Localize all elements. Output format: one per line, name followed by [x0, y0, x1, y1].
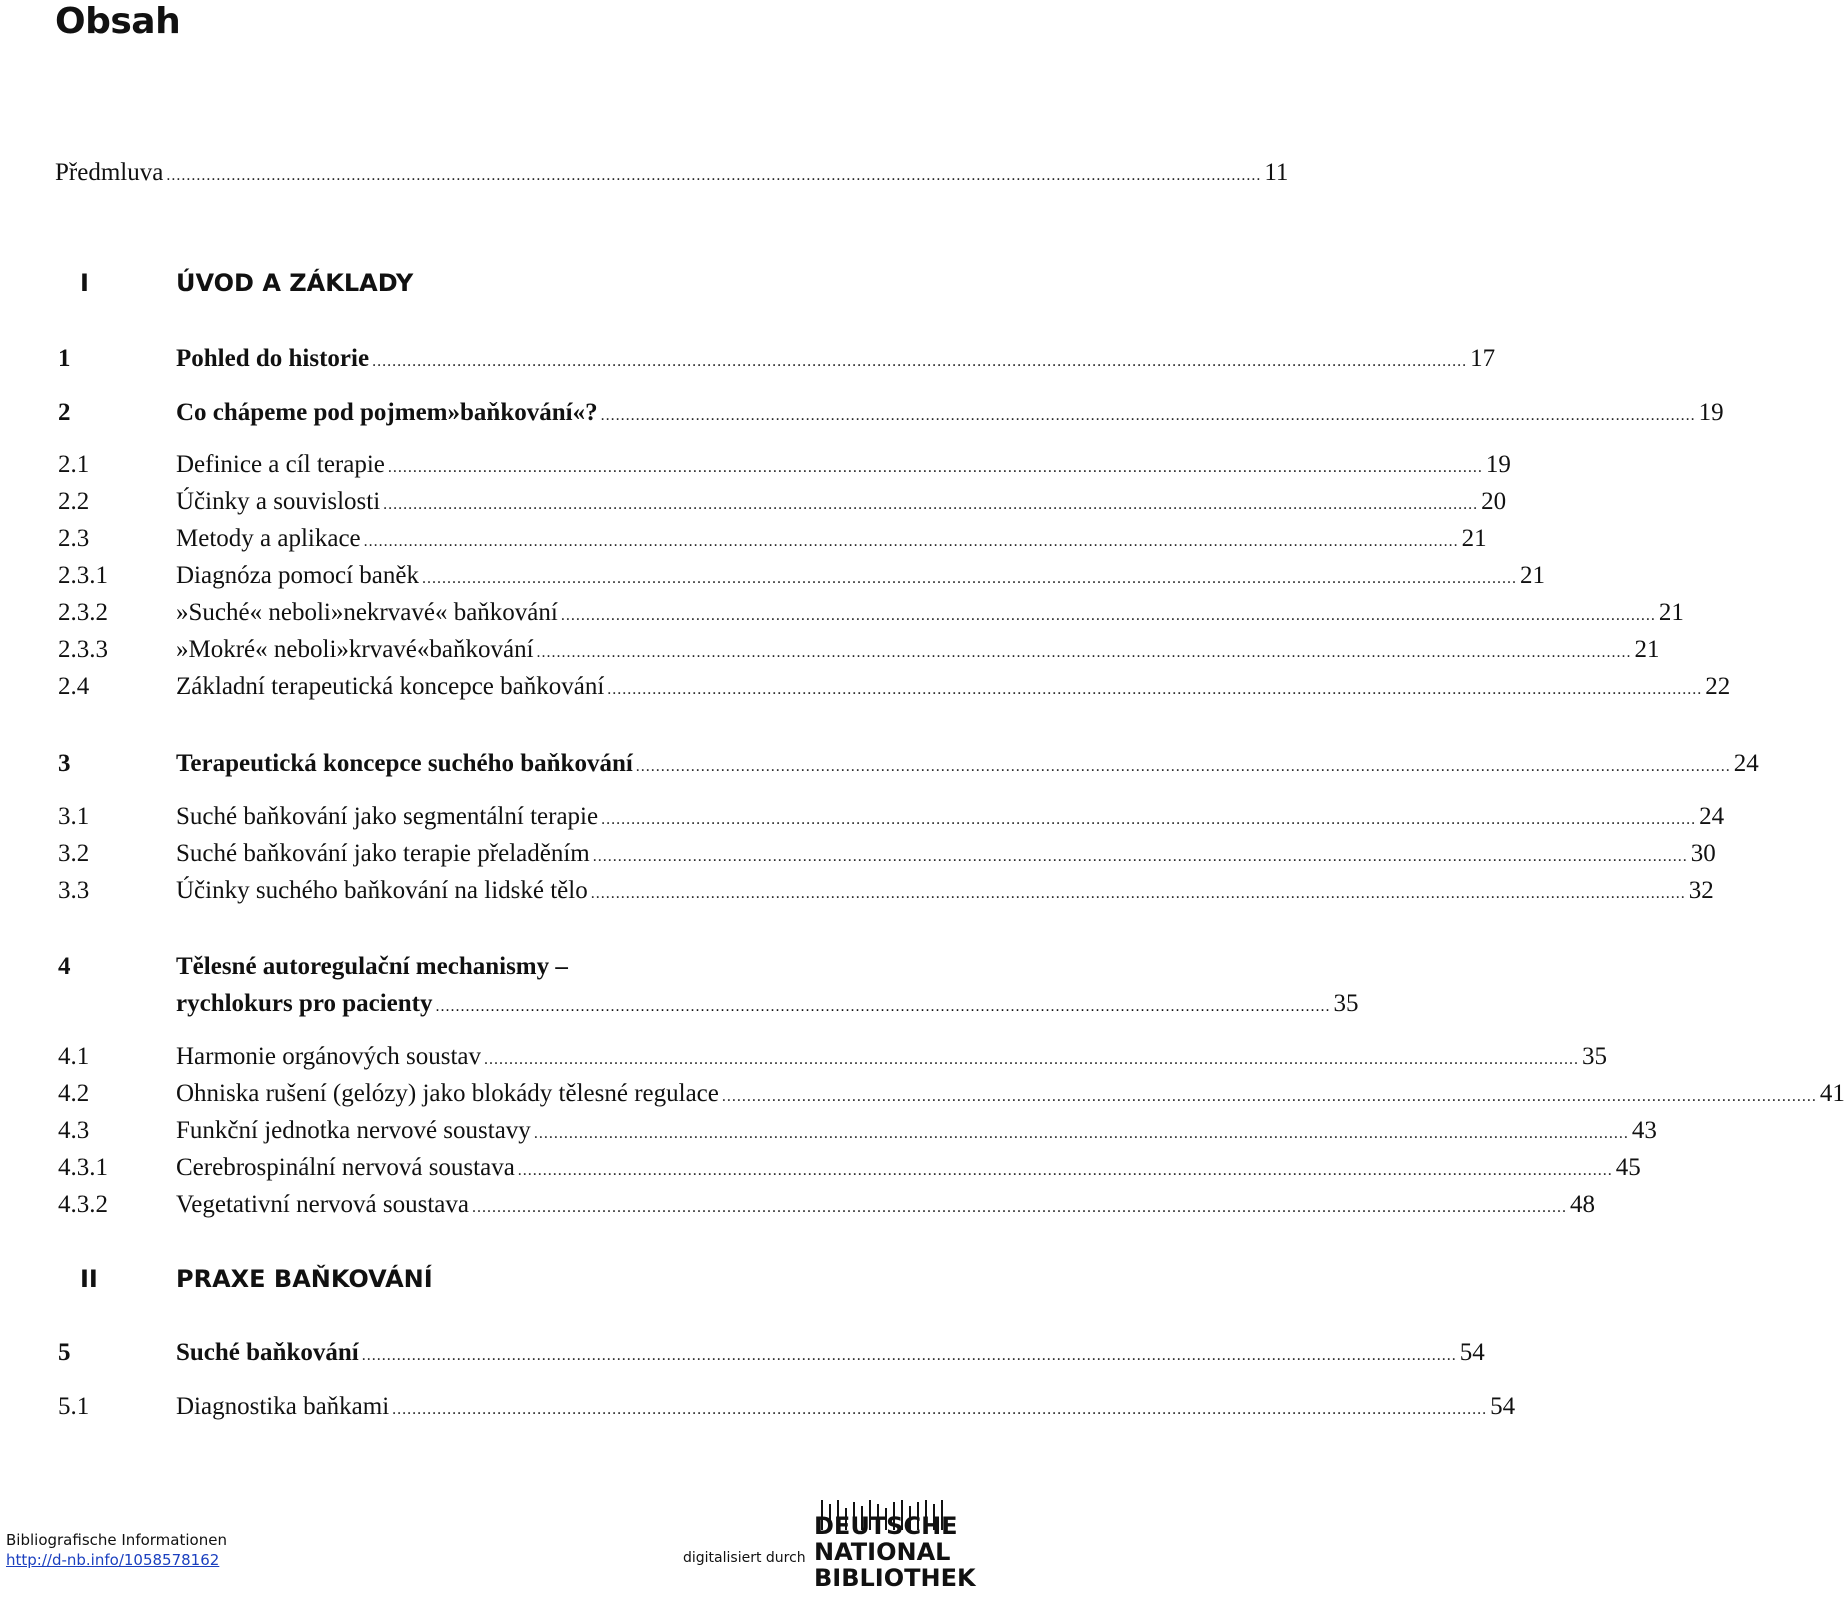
- toc-entry-title: Suché baňkování: [176, 1339, 359, 1366]
- leader-dots: [601, 803, 1696, 837]
- toc-entry[interactable]: [58, 522, 1487, 556]
- toc-entry[interactable]: [58, 448, 1511, 482]
- toc-entry[interactable]: [58, 747, 1759, 781]
- toc-entry-page: 24: [1699, 803, 1725, 830]
- leader-dots: [362, 1339, 1457, 1373]
- toc-entry-title: Co chápeme pod pojmem»baňkování«?: [176, 399, 598, 426]
- toc-entry[interactable]: [58, 633, 1660, 667]
- toc-entry-number: 2.4: [58, 673, 90, 700]
- leader-dots: [364, 525, 1459, 559]
- leader-dots: [607, 673, 1702, 707]
- toc-entry-title: Diagnostika baňkami: [176, 1393, 390, 1420]
- part-number: I: [80, 269, 89, 297]
- toc-entry-page: 21: [1658, 599, 1684, 626]
- toc-entry-number: 1: [58, 345, 71, 372]
- toc-entry-page: 21: [1519, 562, 1545, 589]
- leader-dots: [166, 159, 1261, 193]
- leader-dots: [534, 1117, 1629, 1151]
- toc-entry[interactable]: [58, 596, 1684, 630]
- toc-entry-preface[interactable]: [55, 156, 1289, 190]
- leader-dots: [561, 599, 1656, 633]
- toc-entry-page: 48: [1569, 1191, 1595, 1218]
- toc-entry-title: Tělesné autoregulační mechanismy –: [176, 953, 568, 980]
- leader-dots: [372, 345, 1467, 379]
- bibliographic-info: [6, 1530, 227, 1570]
- toc-entry-number: 4.3: [58, 1117, 90, 1144]
- toc-entry-number: 4.3.2: [58, 1191, 108, 1218]
- leader-dots: [472, 1191, 1567, 1225]
- leader-dots: [636, 750, 1731, 784]
- toc-entry-page: 19: [1485, 451, 1511, 478]
- toc-entry-title: Vegetativní nervová soustava: [176, 1191, 469, 1218]
- toc-entry-page: 35: [1582, 1043, 1608, 1070]
- toc-entry-title: Základní terapeutická koncepce baňkování: [176, 673, 605, 700]
- toc-entry-number: 2.3.1: [58, 562, 108, 589]
- part-title: ÚVOD A ZÁKLADY: [176, 269, 414, 297]
- toc-entry-number: 3.1: [58, 803, 90, 830]
- toc-entry-title: Cerebrospinální nervová soustava: [176, 1154, 515, 1181]
- toc-entry-title: Účinky a souvislosti: [176, 488, 381, 515]
- toc-entry-number: 5: [58, 1339, 71, 1366]
- bibliographic-info-link[interactable]: http://d-nb.info/1058578162: [6, 1551, 220, 1569]
- part-title: PRAXE BAŇKOVÁNÍ: [176, 1265, 433, 1293]
- toc-entry[interactable]: [58, 396, 1724, 430]
- toc-entry[interactable]: [58, 1040, 1608, 1074]
- toc-entry[interactable]: [58, 1114, 1657, 1148]
- toc-entry-number: 2.3.2: [58, 599, 108, 626]
- part-heading-2: [58, 1262, 433, 1296]
- toc-entry-title: Harmonie orgánových soustav: [176, 1043, 482, 1070]
- toc-entry-number: 3: [58, 750, 71, 777]
- toc-entry-page: 11: [1264, 159, 1289, 186]
- toc-entry-title: Terapeutická koncepce suchého baňkování: [176, 750, 633, 777]
- toc-entry[interactable]: [58, 1390, 1516, 1424]
- toc-entry-title: Pohled do historie: [176, 345, 370, 372]
- toc-entry-page: 32: [1688, 877, 1714, 904]
- toc-entry-page: 24: [1733, 750, 1759, 777]
- toc-entry[interactable]: [58, 1151, 1641, 1185]
- toc-entry-number: 3.3: [58, 877, 90, 904]
- toc-entry-number: 5.1: [58, 1393, 90, 1420]
- leader-dots: [591, 877, 1686, 911]
- toc-entry-number: 2.2: [58, 488, 90, 515]
- toc-entry-number: 4.3.1: [58, 1154, 108, 1181]
- toc-entry-page: 45: [1615, 1154, 1641, 1181]
- dnb-logo-text: NATIONAL: [814, 1538, 951, 1566]
- dnb-logo-text: DEUTSCHE: [814, 1512, 958, 1540]
- toc-entry-title: »Suché« neboli»nekrvavé« baňkování: [176, 599, 558, 626]
- toc-entry[interactable]: [58, 670, 1731, 704]
- leader-dots: [388, 451, 1483, 485]
- leader-dots: [593, 840, 1688, 874]
- part-number: II: [80, 1265, 98, 1293]
- dnb-logo: [812, 1500, 976, 1592]
- toc-entry-title: Metody a aplikace: [176, 525, 361, 552]
- part-heading-1: [58, 266, 413, 300]
- toc-entry-number: 4: [58, 953, 71, 980]
- toc-entry[interactable]: [58, 800, 1725, 834]
- toc-entry-number: 4.1: [58, 1043, 90, 1070]
- toc-entry-title: Účinky suchého baňkování na lidské tělo: [176, 877, 588, 904]
- toc-entry[interactable]: [58, 342, 1496, 376]
- toc-entry-page: 41: [1819, 1080, 1845, 1107]
- toc-entry-number: 2.1: [58, 451, 90, 478]
- toc-entry-title: »Mokré« neboli»krvavé«baňkování: [176, 636, 534, 663]
- dnb-logo-text: BIBLIOTHEK: [814, 1564, 976, 1592]
- leader-dots: [518, 1154, 1613, 1188]
- toc-entry[interactable]: [58, 1077, 1845, 1111]
- toc-entry[interactable]: [58, 874, 1714, 908]
- toc-entry-title: Definice a cíl terapie: [176, 451, 385, 478]
- toc-entry-page: 43: [1631, 1117, 1657, 1144]
- toc-entry-page: 54: [1459, 1339, 1485, 1366]
- toc-entry-title: Předmluva: [55, 159, 164, 186]
- toc-entry-continuation[interactable]: [176, 987, 1359, 1021]
- toc-entry-title-line2: rychlokurs pro pacienty: [176, 990, 433, 1017]
- digitized-by-label: digitalisiert durch: [683, 1550, 806, 1566]
- toc-entry[interactable]: [58, 559, 1545, 593]
- toc-entry-page: 21: [1461, 525, 1487, 552]
- toc-entry-number: 2: [58, 399, 71, 426]
- toc-entry[interactable]: [58, 485, 1507, 519]
- leader-dots: [436, 990, 1331, 1024]
- toc-entry-title: Suché baňkování jako segmentální terapie: [176, 803, 599, 830]
- toc-entry-page: 20: [1481, 488, 1507, 515]
- toc-entry-page: 22: [1705, 673, 1731, 700]
- toc-entry-number: 4.2: [58, 1080, 90, 1107]
- leader-dots: [722, 1080, 1817, 1114]
- toc-entry[interactable]: [58, 1336, 1485, 1370]
- page-title: Obsah: [55, 1, 181, 42]
- toc-entry-number: 2.3.3: [58, 636, 108, 663]
- toc-entry[interactable]: [58, 837, 1716, 871]
- toc-entry-title: Diagnóza pomocí baněk: [176, 562, 419, 589]
- toc-entry-title: Suché baňkování jako terapie přeladěním: [176, 840, 590, 867]
- toc-entry-page: 19: [1698, 399, 1724, 426]
- toc-entry-title: Ohniska rušení (gelózy) jako blokády tělesné regulace: [176, 1080, 719, 1107]
- leader-dots: [392, 1393, 1487, 1427]
- toc-entry-number: 3.2: [58, 840, 90, 867]
- toc-entry-title: Funkční jednotka nervové soustavy: [176, 1117, 531, 1144]
- toc-entry-page: 21: [1634, 636, 1660, 663]
- toc-entry[interactable]: [58, 950, 922, 984]
- toc-entry-page: 54: [1490, 1393, 1516, 1420]
- leader-dots: [601, 399, 1696, 433]
- bibliographic-info-label: Bibliografische Informationen: [6, 1531, 227, 1549]
- leader-dots: [484, 1043, 1579, 1077]
- toc-entry-number: 2.3: [58, 525, 90, 552]
- toc-entry[interactable]: [58, 1188, 1595, 1222]
- leader-dots: [537, 636, 1632, 670]
- toc-entry-page: 17: [1470, 345, 1496, 372]
- leader-dots: [422, 562, 1517, 596]
- leader-dots: [383, 488, 1478, 522]
- toc-entry-page: 35: [1333, 990, 1359, 1017]
- toc-entry-page: 30: [1690, 840, 1716, 867]
